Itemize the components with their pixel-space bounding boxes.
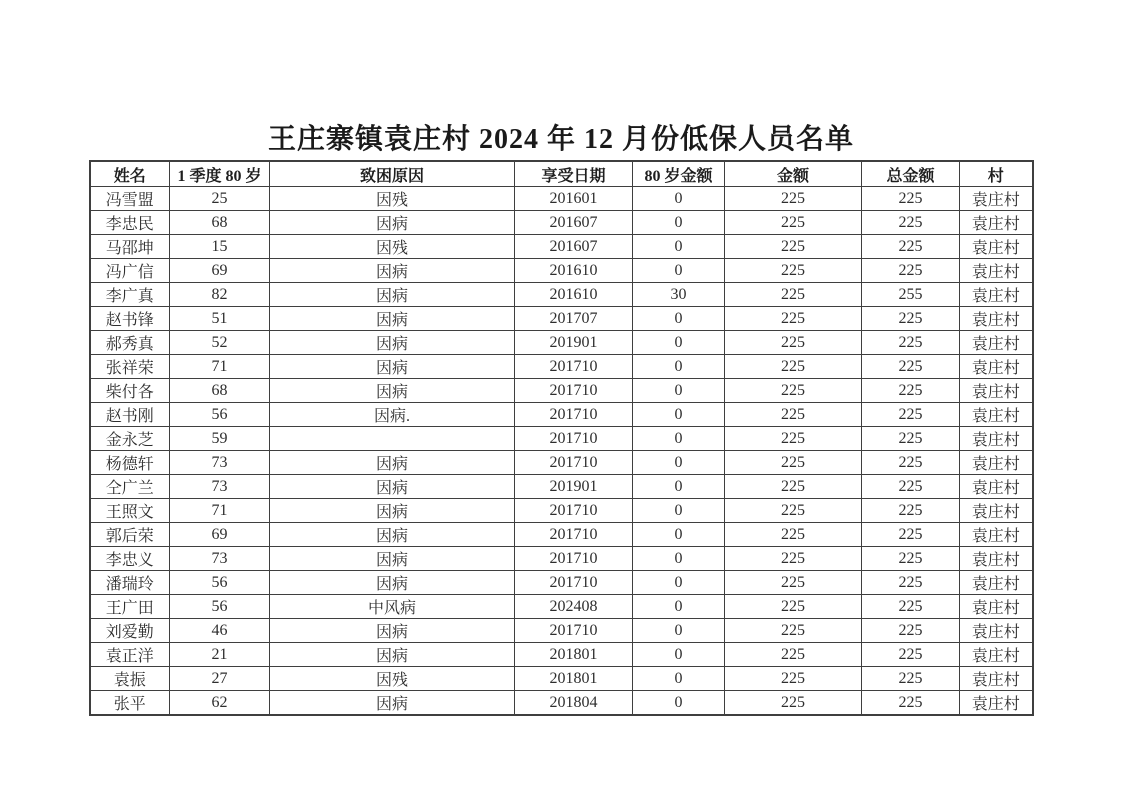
table-row [90,211,1033,235]
table-row [90,523,1033,547]
table-cell: 0 [633,619,725,643]
table-cell: 201901 [515,331,633,355]
table-row [90,187,1033,211]
table-cell: 69 [170,523,270,547]
table-cell: 因病 [270,283,515,307]
table-cell: 30 [633,283,725,307]
table-cell: 李广真 [90,283,170,307]
table-row [90,283,1033,307]
table-row [90,427,1033,451]
table-cell: 225 [725,259,862,283]
table-cell: 225 [862,355,960,379]
table-cell: 0 [633,235,725,259]
table-cell: 225 [725,643,862,667]
table-cell: 杨德轩 [90,451,170,475]
table-cell: 袁庄村 [960,667,1033,691]
table-cell: 郝秀真 [90,331,170,355]
table-cell: 因病 [270,211,515,235]
table-cell: 225 [725,331,862,355]
table-row [90,571,1033,595]
table-cell: 73 [170,547,270,571]
table-cell: 因病 [270,307,515,331]
table-cell: 因病 [270,259,515,283]
table-cell: 68 [170,379,270,403]
table-cell: 因病. [270,403,515,427]
table-cell: 因病 [270,355,515,379]
column-header: 致困原因 [270,161,515,187]
table-cell: 201710 [515,499,633,523]
table-body [90,187,1033,716]
table-cell: 71 [170,499,270,523]
table-cell: 225 [725,427,862,451]
table-cell: 225 [862,235,960,259]
column-header: 1 季度 80 岁 [170,161,270,187]
table-row [90,475,1033,499]
table-cell: 因病 [270,571,515,595]
table-cell: 王广田 [90,595,170,619]
table-cell: 袁庄村 [960,523,1033,547]
table-cell: 201610 [515,259,633,283]
table-cell: 225 [725,211,862,235]
table-cell: 赵书锋 [90,307,170,331]
table-cell: 73 [170,451,270,475]
table-cell: 因病 [270,451,515,475]
document-title: 王庄寨镇袁庄村 2024 年 12 月份低保人员名单 [267,124,854,155]
table-cell [270,427,515,451]
table-cell: 袁庄村 [960,643,1033,667]
table-cell: 21 [170,643,270,667]
table-cell: 0 [633,499,725,523]
table-cell: 225 [862,211,960,235]
table-cell: 201710 [515,355,633,379]
table-cell: 201707 [515,307,633,331]
table-row [90,235,1033,259]
table-cell: 0 [633,571,725,595]
table-cell: 冯雪盟 [90,187,170,211]
table-cell: 225 [725,379,862,403]
table-cell: 52 [170,331,270,355]
table-cell: 因残 [270,235,515,259]
table-cell: 225 [862,259,960,283]
table-cell: 袁庄村 [960,307,1033,331]
table-cell: 因残 [270,187,515,211]
table-cell: 0 [633,331,725,355]
table-cell: 郭后荣 [90,523,170,547]
column-header: 总金额 [862,161,960,187]
table-cell: 袁庄村 [960,619,1033,643]
table-cell: 225 [862,571,960,595]
table-cell: 82 [170,283,270,307]
table-cell: 225 [725,619,862,643]
table-cell: 袁庄村 [960,283,1033,307]
table-cell: 201710 [515,379,633,403]
table-cell: 46 [170,619,270,643]
column-header: 姓名 [90,161,170,187]
table-cell: 202408 [515,595,633,619]
table-cell: 0 [633,691,725,716]
table-cell: 201801 [515,643,633,667]
table-cell: 225 [862,403,960,427]
table-cell: 0 [633,667,725,691]
table-cell: 201710 [515,523,633,547]
table-cell: 201601 [515,187,633,211]
table-cell: 51 [170,307,270,331]
table-cell: 59 [170,427,270,451]
table-cell: 因病 [270,331,515,355]
table-cell: 56 [170,595,270,619]
table-cell: 25 [170,187,270,211]
table-cell: 0 [633,355,725,379]
table-cell: 225 [725,667,862,691]
table-cell: 0 [633,475,725,499]
table-cell: 0 [633,427,725,451]
table-cell: 201607 [515,235,633,259]
table-row [90,307,1033,331]
table-cell: 0 [633,643,725,667]
table-cell: 李忠民 [90,211,170,235]
table-cell: 225 [725,691,862,716]
table-cell: 225 [725,595,862,619]
table-row [90,691,1033,716]
table-cell: 255 [862,283,960,307]
table-cell: 201710 [515,571,633,595]
table-cell: 201901 [515,475,633,499]
table-cell: 225 [862,523,960,547]
table-row [90,355,1033,379]
table-row [90,595,1033,619]
table-cell: 袁庄村 [960,595,1033,619]
table-row [90,499,1033,523]
table-cell: 71 [170,355,270,379]
table-cell: 袁庄村 [960,379,1033,403]
table-cell: 0 [633,307,725,331]
table-cell: 201710 [515,427,633,451]
table-cell: 袁庄村 [960,499,1033,523]
table-cell: 柴付各 [90,379,170,403]
table-cell: 0 [633,187,725,211]
table-cell: 袁庄村 [960,547,1033,571]
table-cell: 0 [633,211,725,235]
table-cell: 225 [725,547,862,571]
table-cell: 因病 [270,643,515,667]
table-cell: 袁庄村 [960,259,1033,283]
table-cell: 袁庄村 [960,427,1033,451]
table-cell: 225 [862,427,960,451]
table-cell: 225 [725,187,862,211]
table-cell: 张平 [90,691,170,716]
table-cell: 张祥荣 [90,355,170,379]
table-cell: 0 [633,547,725,571]
table-cell: 因病 [270,691,515,716]
table-cell: 0 [633,259,725,283]
table-cell: 225 [862,643,960,667]
table-row [90,547,1033,571]
table-cell: 0 [633,403,725,427]
table-row [90,643,1033,667]
table-cell: 225 [725,475,862,499]
table-cell: 15 [170,235,270,259]
table-cell: 袁庄村 [960,235,1033,259]
table-cell: 潘瑞玲 [90,571,170,595]
table-cell: 袁庄村 [960,403,1033,427]
table-cell: 69 [170,259,270,283]
table-cell: 225 [862,475,960,499]
table-cell: 袁庄村 [960,571,1033,595]
table-cell: 中风病 [270,595,515,619]
table-cell: 225 [725,307,862,331]
table-cell: 袁庄村 [960,331,1033,355]
table-cell: 225 [862,379,960,403]
column-header: 80 岁金额 [633,161,725,187]
table-cell: 56 [170,571,270,595]
table-cell: 因病 [270,475,515,499]
table-cell: 王照文 [90,499,170,523]
table-cell: 73 [170,475,270,499]
table-cell: 68 [170,211,270,235]
table-cell: 225 [725,523,862,547]
table-cell: 225 [862,331,960,355]
table-cell: 201710 [515,403,633,427]
table-cell: 62 [170,691,270,716]
table-cell: 因病 [270,619,515,643]
table-cell: 225 [862,499,960,523]
table-cell: 201804 [515,691,633,716]
table-cell: 225 [725,571,862,595]
table-cell: 225 [725,283,862,307]
table-cell: 冯广信 [90,259,170,283]
table-cell: 袁正洋 [90,643,170,667]
table-cell: 袁庄村 [960,187,1033,211]
table-cell: 225 [862,451,960,475]
table-row [90,379,1033,403]
table-cell: 仝广兰 [90,475,170,499]
table-cell: 0 [633,451,725,475]
table-cell: 225 [862,547,960,571]
column-header: 村 [960,161,1033,187]
table-cell: 225 [862,595,960,619]
table-row [90,667,1033,691]
table-cell: 225 [862,667,960,691]
table-cell: 袁庄村 [960,355,1033,379]
table-cell: 56 [170,403,270,427]
column-header: 金额 [725,161,862,187]
table-cell: 225 [862,307,960,331]
table-cell: 赵书刚 [90,403,170,427]
table-cell: 刘爱勤 [90,619,170,643]
table-cell: 201710 [515,547,633,571]
table-cell: 袁庄村 [960,475,1033,499]
table-cell: 225 [862,619,960,643]
column-header: 享受日期 [515,161,633,187]
table-cell: 27 [170,667,270,691]
table-cell: 因病 [270,379,515,403]
table-row [90,451,1033,475]
table-cell: 0 [633,379,725,403]
table-header-row [90,161,1033,187]
table-cell: 袁庄村 [960,451,1033,475]
table-cell: 225 [862,691,960,716]
table-cell: 因病 [270,523,515,547]
table-row [90,403,1033,427]
table-cell: 225 [725,235,862,259]
table-row [90,259,1033,283]
table-cell: 因病 [270,547,515,571]
table-cell: 201710 [515,451,633,475]
table-cell: 225 [862,187,960,211]
table-cell: 李忠义 [90,547,170,571]
table-row [90,331,1033,355]
table-cell: 201607 [515,211,633,235]
table-cell: 0 [633,523,725,547]
table-cell: 225 [725,499,862,523]
table-row [90,619,1033,643]
table-cell: 201710 [515,619,633,643]
table-cell: 因残 [270,667,515,691]
table-cell: 201610 [515,283,633,307]
table-cell: 马邵坤 [90,235,170,259]
table-cell: 金永芝 [90,427,170,451]
table-cell: 201801 [515,667,633,691]
table-cell: 袁庄村 [960,211,1033,235]
table-cell: 225 [725,451,862,475]
table-cell: 袁振 [90,667,170,691]
table-cell: 因病 [270,499,515,523]
table-cell: 0 [633,595,725,619]
lowbao-roster-table [89,160,1034,716]
table-cell: 225 [725,403,862,427]
table-cell: 袁庄村 [960,691,1033,716]
table-cell: 225 [725,355,862,379]
